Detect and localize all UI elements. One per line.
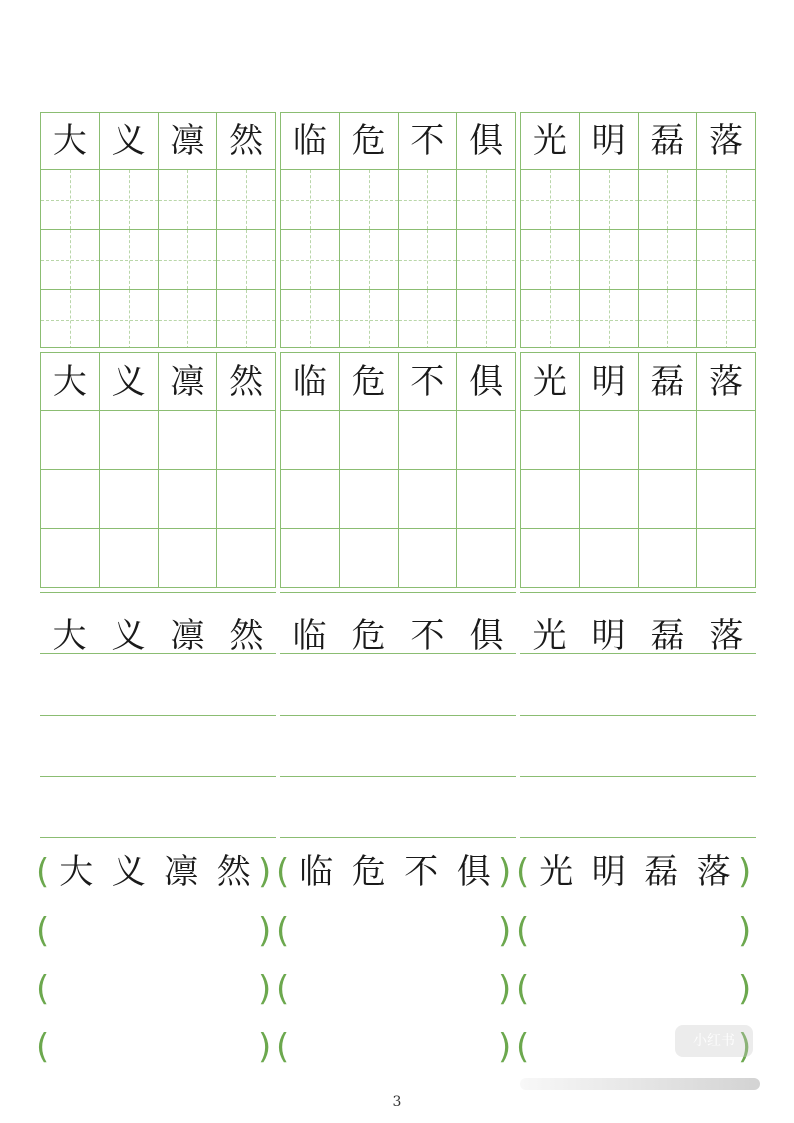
char-cell: 俱 <box>469 361 504 402</box>
close-paren: ) <box>258 911 272 951</box>
open-paren[interactable]: ( <box>36 911 50 951</box>
practice-cell[interactable] <box>159 290 218 348</box>
practice-cell[interactable] <box>100 411 159 469</box>
char-cell: 明 <box>580 353 639 410</box>
practice-cell[interactable] <box>159 470 218 528</box>
practice-cell[interactable] <box>457 290 515 348</box>
line-char: 临 <box>292 616 327 656</box>
practice-cell[interactable] <box>639 290 698 348</box>
char-cell: 凛 <box>159 353 218 410</box>
close-paren: ) <box>258 969 272 1009</box>
line-char: 危 <box>351 616 386 656</box>
line-char: 然 <box>229 616 264 656</box>
tianzige-block-3 <box>520 112 756 348</box>
open-paren[interactable]: ( <box>516 1027 530 1067</box>
open-paren[interactable]: ( <box>276 1027 290 1067</box>
practice-cell[interactable] <box>457 470 515 528</box>
practice-cell[interactable] <box>521 411 580 469</box>
line-char: 义 <box>111 616 146 656</box>
writing-line[interactable] <box>520 776 756 777</box>
practice-cell[interactable] <box>521 170 580 229</box>
fangge-block-2 <box>280 352 516 588</box>
practice-cell[interactable] <box>41 529 100 588</box>
open-paren: ( <box>516 852 530 892</box>
practice-cell[interactable] <box>580 470 639 528</box>
page-number: 3 <box>392 1094 402 1110</box>
practice-cell[interactable] <box>457 230 515 289</box>
practice-cell[interactable] <box>340 411 399 469</box>
open-paren[interactable]: ( <box>276 911 290 951</box>
open-paren[interactable]: ( <box>516 911 530 951</box>
writing-line[interactable] <box>280 776 516 777</box>
open-paren: ( <box>276 852 290 892</box>
practice-cell[interactable] <box>399 411 458 469</box>
open-paren[interactable]: ( <box>276 969 290 1009</box>
practice-cell[interactable] <box>100 170 159 229</box>
practice-cell[interactable] <box>217 290 275 348</box>
writing-line[interactable] <box>40 776 276 777</box>
char-cell: 临 <box>281 353 340 410</box>
char-cell: 俱 <box>469 121 504 161</box>
practice-cell[interactable] <box>100 230 159 289</box>
bottom-overlay-bar <box>520 1078 760 1090</box>
paren-chars: 大 义 凛 然 <box>59 852 251 892</box>
practice-cell[interactable] <box>580 290 639 348</box>
open-paren: ( <box>36 852 50 892</box>
char-cell: 义 <box>100 113 159 169</box>
close-paren: ) <box>738 969 752 1009</box>
open-paren[interactable]: ( <box>36 969 50 1009</box>
writing-line[interactable] <box>40 715 276 716</box>
practice-cell[interactable] <box>521 470 580 528</box>
practice-cell[interactable] <box>521 290 580 348</box>
practice-cell[interactable] <box>399 290 458 348</box>
practice-cell[interactable] <box>580 170 639 229</box>
char-cell: 不 <box>399 353 458 410</box>
writing-line[interactable] <box>520 715 756 716</box>
tianzige-block-1 <box>40 112 276 348</box>
practice-cell[interactable] <box>41 170 100 229</box>
practice-cell[interactable] <box>399 470 458 528</box>
fangge-block-1 <box>40 352 276 588</box>
char-cell: 大 <box>41 353 100 410</box>
fangge-block-3 <box>520 352 756 588</box>
practice-cell[interactable] <box>159 529 218 588</box>
line-char: 磊 <box>650 616 685 656</box>
practice-cell[interactable] <box>399 230 458 289</box>
practice-cell[interactable] <box>159 411 218 469</box>
practice-cell[interactable] <box>100 470 159 528</box>
open-paren[interactable]: ( <box>36 1027 50 1067</box>
close-paren: ) <box>498 1027 512 1067</box>
practice-cell[interactable] <box>281 411 340 469</box>
practice-cell[interactable] <box>41 411 100 469</box>
practice-cell[interactable] <box>159 170 218 229</box>
practice-cell[interactable] <box>639 230 698 289</box>
char-cell: 危 <box>340 353 399 410</box>
practice-cell[interactable] <box>281 170 340 229</box>
practice-cell[interactable] <box>521 529 580 588</box>
practice-cell[interactable] <box>639 529 698 588</box>
line-char: 俱 <box>469 616 504 656</box>
practice-cell[interactable] <box>697 529 755 588</box>
practice-cell[interactable] <box>217 529 275 588</box>
tianzige-block-2 <box>280 112 516 348</box>
char-cell: 不 <box>399 113 458 169</box>
practice-cell[interactable] <box>340 290 399 348</box>
practice-cell[interactable] <box>217 230 275 289</box>
close-paren: ) <box>498 911 512 951</box>
practice-cell[interactable] <box>521 230 580 289</box>
char-cell: 落 <box>709 361 744 402</box>
practice-cell[interactable] <box>217 411 275 469</box>
practice-cell[interactable] <box>697 411 755 469</box>
close-paren: ) <box>738 852 752 892</box>
practice-cell[interactable] <box>41 470 100 528</box>
char-cell: 然 <box>229 121 264 161</box>
practice-cell[interactable] <box>697 290 755 348</box>
close-paren: ) <box>498 969 512 1009</box>
char-cell: 磊 <box>639 113 698 169</box>
line-char: 凛 <box>170 616 205 656</box>
char-cell: 落 <box>709 121 744 161</box>
practice-cell[interactable] <box>217 470 275 528</box>
practice-cell[interactable] <box>457 170 515 229</box>
line-char: 不 <box>410 616 445 656</box>
practice-cell[interactable] <box>340 470 399 528</box>
char-cell: 光 <box>521 113 580 169</box>
practice-cell[interactable] <box>457 411 515 469</box>
paren-chars: 光 明 磊 落 <box>539 852 731 892</box>
close-paren: ) <box>738 1027 752 1067</box>
practice-cell[interactable] <box>639 470 698 528</box>
practice-cell[interactable] <box>340 230 399 289</box>
lined-block-2 <box>280 592 516 842</box>
char-cell: 义 <box>100 353 159 410</box>
close-paren: ) <box>258 1027 272 1067</box>
practice-cell[interactable] <box>639 411 698 469</box>
practice-cell[interactable] <box>580 411 639 469</box>
practice-cell[interactable] <box>159 230 218 289</box>
practice-cell[interactable] <box>697 170 755 229</box>
close-paren: ) <box>738 911 752 951</box>
close-paren: ) <box>498 852 512 892</box>
practice-cell[interactable] <box>580 230 639 289</box>
line-char: 光 <box>532 616 567 656</box>
char-cell: 大 <box>41 113 100 169</box>
char-cell: 然 <box>229 361 264 402</box>
char-cell: 光 <box>521 353 580 410</box>
practice-cell[interactable] <box>281 470 340 528</box>
practice-cell[interactable] <box>340 529 399 588</box>
practice-cell[interactable] <box>41 290 100 348</box>
practice-cell[interactable] <box>697 470 755 528</box>
practice-cell[interactable] <box>100 290 159 348</box>
writing-line[interactable] <box>280 715 516 716</box>
writing-line[interactable] <box>280 837 516 838</box>
char-cell: 明 <box>580 113 639 169</box>
practice-cell[interactable] <box>399 529 458 588</box>
practice-cell[interactable] <box>281 529 340 588</box>
practice-cell[interactable] <box>639 170 698 229</box>
close-paren: ) <box>258 852 272 892</box>
practice-cell[interactable] <box>281 230 340 289</box>
practice-cell[interactable] <box>217 170 275 229</box>
practice-cell[interactable] <box>340 170 399 229</box>
line-char: 大 <box>52 616 87 656</box>
writing-line[interactable] <box>520 837 756 838</box>
line-char: 明 <box>591 616 626 656</box>
lined-block-1 <box>40 592 276 842</box>
practice-cell[interactable] <box>697 230 755 289</box>
line-char: 落 <box>709 616 744 656</box>
practice-cell[interactable] <box>457 529 515 588</box>
practice-cell[interactable] <box>580 529 639 588</box>
paren-chars: 临 危 不 俱 <box>299 852 491 892</box>
char-cell: 凛 <box>159 113 218 169</box>
lined-block-3 <box>520 592 756 842</box>
char-cell: 危 <box>340 113 399 169</box>
watermark-logo: 小红书 <box>675 1025 753 1057</box>
practice-cell[interactable] <box>399 170 458 229</box>
writing-line[interactable] <box>40 837 276 838</box>
char-cell: 临 <box>281 113 340 169</box>
open-paren[interactable]: ( <box>516 969 530 1009</box>
practice-cell[interactable] <box>100 529 159 588</box>
char-cell: 磊 <box>639 353 698 410</box>
practice-cell[interactable] <box>41 230 100 289</box>
practice-cell[interactable] <box>281 290 340 348</box>
